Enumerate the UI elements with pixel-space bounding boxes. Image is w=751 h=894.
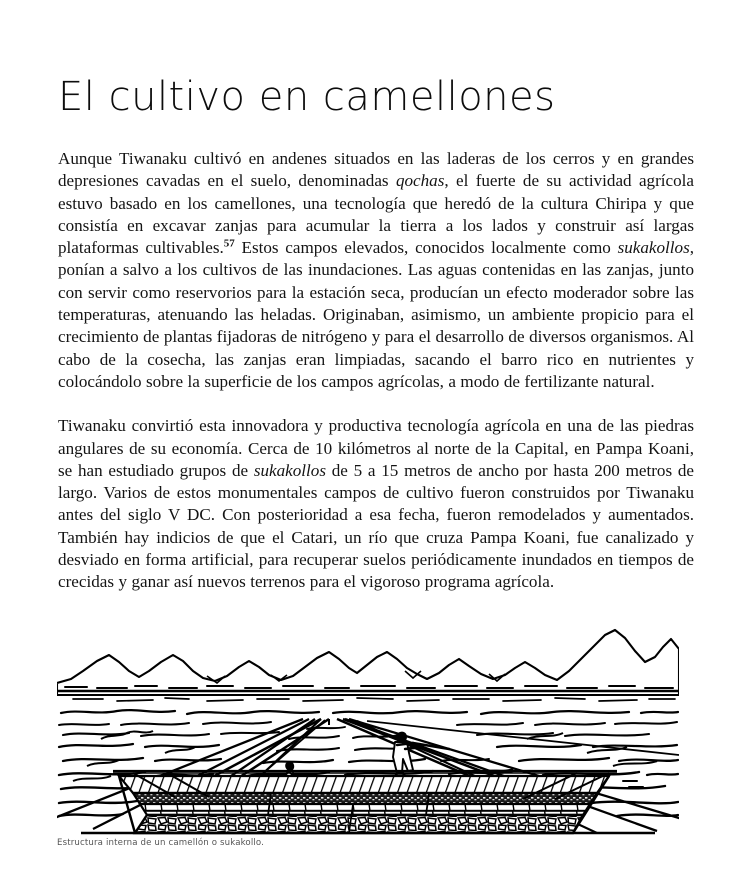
text-run: , el fuerte de su actividad agrícola estuvo basado en los camellones, una tecnología que heredó de la cultura Chiripa y que consistía en excavar zanjas para acumular la tierra a los lados y construir así largas plataformas cultivables. [58,171,694,258]
text-run: de 5 a 15 metros de ancho por hasta 200 metros de largo. Varios de estos monumentales campos de cultivo fueron construidos por Tiwanaku antes del siglo V DC. Con posterioridad a esa fecha, fueron remodelados y aumentados. También hay indicios de que el Catari, un río que cruza Pampa Koani, fue canalizado y desviado en forma artificial, para recuperar suelos periódicamente inundados en tiempos de crecidas y ganar así nuevos terrenos para el vigoroso programa agrícola. [58,460,694,592]
figure-caption: Estructura interna de un camellón o sukakollo. [57,838,265,848]
page-title: El cultivo en camellones [58,73,556,120]
italic-term: sukakollos [253,460,326,480]
figure-camellon-illustration [57,621,679,837]
italic-term: sukakollos [617,238,690,258]
paragraph-1 [58,148,694,393]
layer-topsoil [119,776,609,793]
cross-section-stratigraphy [81,771,655,833]
paragraph-2 [58,415,694,593]
text-run: Estos campos elevados, conocidos localmente como [234,238,618,258]
text-run: , ponían a salvo a los cultivos de las inundaciones. Las aguas contenidas en las zanjas, junto con servir como reservorios para la estación seca, producían un efecto moderador sobre las temperaturas, atenuando las heladas. Originaban, asimismo, un ambiente propicio para el crecimiento de plantas fijadoras de nitrógeno y para el desarrollo de diversos organismos. Al cabo de la cosecha, las zanjas eran limpiadas, sacando el barro rico en nutrientes y colocándolo sobre la superficie de los campos agrícolas, a modo de fertilizante natural. [58,238,695,391]
layer-clay-band [140,804,590,815]
body-text-column [58,148,694,594]
footnote-marker: 57 [223,237,235,250]
layer-cobble-base [135,815,583,833]
layer-organic-dark [133,793,597,804]
text-run: Aunque Tiwanaku cultivó en andenes situados en las laderas de los cerros y en grandes depresiones cavadas en el suelo, denominadas [58,149,694,191]
text-run: Tiwanaku convirtió esta innovadora y productiva tecnología agrícola en una de las piedras angulares de su economía. Cerca de 10 kilómetros al norte de la Capital, en Pampa Koani, se han estudiado grupos de [58,416,694,480]
italic-term: qochas [395,171,445,191]
